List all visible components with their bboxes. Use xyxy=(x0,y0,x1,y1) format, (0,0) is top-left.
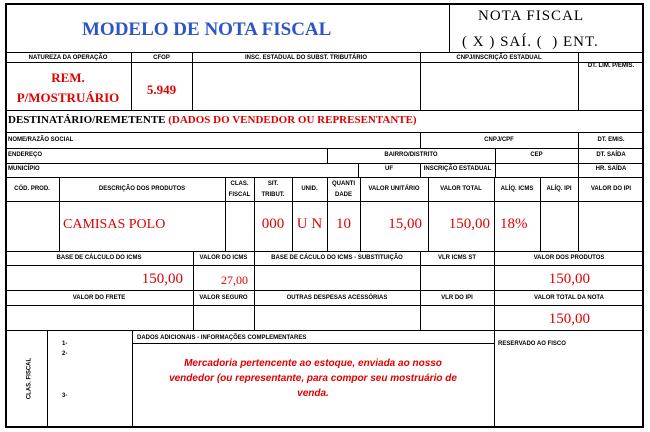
col-quant-2: DADE xyxy=(334,192,352,198)
note-line-2: vendedor (ou representante, para compor seu mostruário de xyxy=(169,373,457,384)
dt-lim-label: DT. LIM. P/EMIS. xyxy=(587,63,635,69)
row-unid: U N xyxy=(296,216,323,232)
col-aliq-icms: ALÍQ. ICMS xyxy=(500,186,534,192)
note-line-1: Mercadoria pertencente ao estoque, enviada ao nosso xyxy=(184,358,442,369)
outras-label: OUTRAS DESPESAS ACESSÓRIAS xyxy=(286,295,388,301)
endereco-label: ENDEREÇO xyxy=(8,152,43,158)
col-valor-unit: VALOR UNITÁRIO xyxy=(368,186,420,192)
valor-produtos-value: 150,00 xyxy=(548,271,590,287)
valor-total-nota-label: VALOR TOTAL DA NOTA xyxy=(534,295,604,301)
natureza-label: NATUREZA DA OPERAÇÃO xyxy=(28,55,108,61)
base-icms-label: BASE DE CÁLCULO DO ICMS xyxy=(56,255,142,261)
cnpj-insc-label: CNPJ/INSCRIÇÃO ESTADUAL xyxy=(456,55,542,61)
row-aliq-icms: 18% xyxy=(500,216,528,232)
footer-item-3: 3- xyxy=(62,393,68,399)
doc-type: NOTA FISCAL xyxy=(478,8,585,24)
row-sit: 000 xyxy=(261,216,285,232)
row-valor-unit: 15,00 xyxy=(388,216,422,232)
vlr-icms-st-label: VLR ICMS ST xyxy=(437,255,476,261)
col-aliq-ipi: ALÍQ. IPI xyxy=(546,186,572,192)
destinatario-note: (DADOS DO VENDEDOR OU REPRESENTANTE) xyxy=(168,114,417,126)
col-sit-2: TRIBUT. xyxy=(261,192,285,198)
natureza-value-line2: P/MOSTRUÁRIO xyxy=(16,90,120,105)
destinatario-title: DESTINATÁRIO/REMETENTE xyxy=(8,114,166,126)
footer-item-1: 1- xyxy=(62,341,68,347)
bairro-label: BAIRRO/DISTRITO xyxy=(384,152,438,158)
reservado-fisco-label: RESERVADO AO FISCO xyxy=(498,341,566,347)
natureza-value-line1: REM. xyxy=(51,70,85,85)
form-title: MODELO DE NOTA FISCAL xyxy=(82,19,332,40)
col-clas-1: CLAS. xyxy=(230,181,249,187)
seguro-label: VALOR SEGURO xyxy=(199,295,248,301)
footer-item-2: 2- xyxy=(62,351,68,357)
hr-saida-label: HR. SAÍDA xyxy=(595,166,627,172)
dados-adicionais-label: DADOS ADICIONAIS - INFORMAÇÕES COMPLEMENTARES xyxy=(137,335,307,341)
clas-fiscal-label: CLAS. FISCAL xyxy=(26,357,33,400)
row-quant: 10 xyxy=(336,216,351,232)
dt-saida-label: DT. SAÍDA xyxy=(596,152,626,158)
cfop-label: CFOP xyxy=(153,55,170,61)
cnpj-cpf-label: CNPJ/CPF xyxy=(484,137,514,143)
cep-label: CEP xyxy=(530,152,543,158)
col-quant-1: QUANTI xyxy=(332,181,355,187)
frete-label: VALOR DO FRETE xyxy=(72,295,126,301)
insc-subst-label: INSC. ESTADUAL DO SUBST. TRIBUTÁRIO xyxy=(244,55,368,61)
uf-label: UF xyxy=(385,166,393,172)
note-line-3: venda. xyxy=(297,388,329,399)
valor-total-nota-value: 150,00 xyxy=(548,311,590,327)
insc-estadual-label: INSCRIÇÃO ESTADUAL xyxy=(423,166,492,172)
row-descricao: CAMISAS POLO xyxy=(63,217,166,232)
valor-icms-label: VALOR DO ICMS xyxy=(199,255,248,261)
col-cod-prod: CÓD. PROD. xyxy=(14,186,50,192)
col-valor-ipi: VALOR DO IPI xyxy=(590,186,632,192)
base-icms-value: 150,00 xyxy=(141,271,183,287)
municipio-label: MUNICÍPIO xyxy=(8,166,40,172)
base-st-label: BASE DE CÁCULO DO ICMS - SUBSTITUIÇÃO xyxy=(271,255,403,261)
valor-icms-value: 27,00 xyxy=(221,273,248,287)
col-clas-2: FISCAL xyxy=(228,192,251,198)
cfop-value: 5.949 xyxy=(146,82,177,97)
col-unid: UNID. xyxy=(301,186,318,192)
nome-label: NOME/RAZÃO SOCIAL xyxy=(8,137,74,143)
col-descricao: DESCRIÇÃO DOS PRODUTOS xyxy=(98,186,186,192)
operation-type: ( X ) SAÍ. ( ) ENT. xyxy=(462,34,599,50)
dt-emis-label: DT. EMIS. xyxy=(597,137,625,143)
row-valor-total: 150,00 xyxy=(448,216,490,232)
col-valor-total: VALOR TOTAL xyxy=(440,186,482,192)
col-sit-1: SIT. xyxy=(267,181,279,187)
destinatario-heading xyxy=(8,114,417,126)
valor-produtos-label: VALOR DOS PRODUTOS xyxy=(533,255,605,261)
vlr-ipi-label: VLR DO IPI xyxy=(441,295,473,301)
additional-info-note xyxy=(132,356,494,401)
